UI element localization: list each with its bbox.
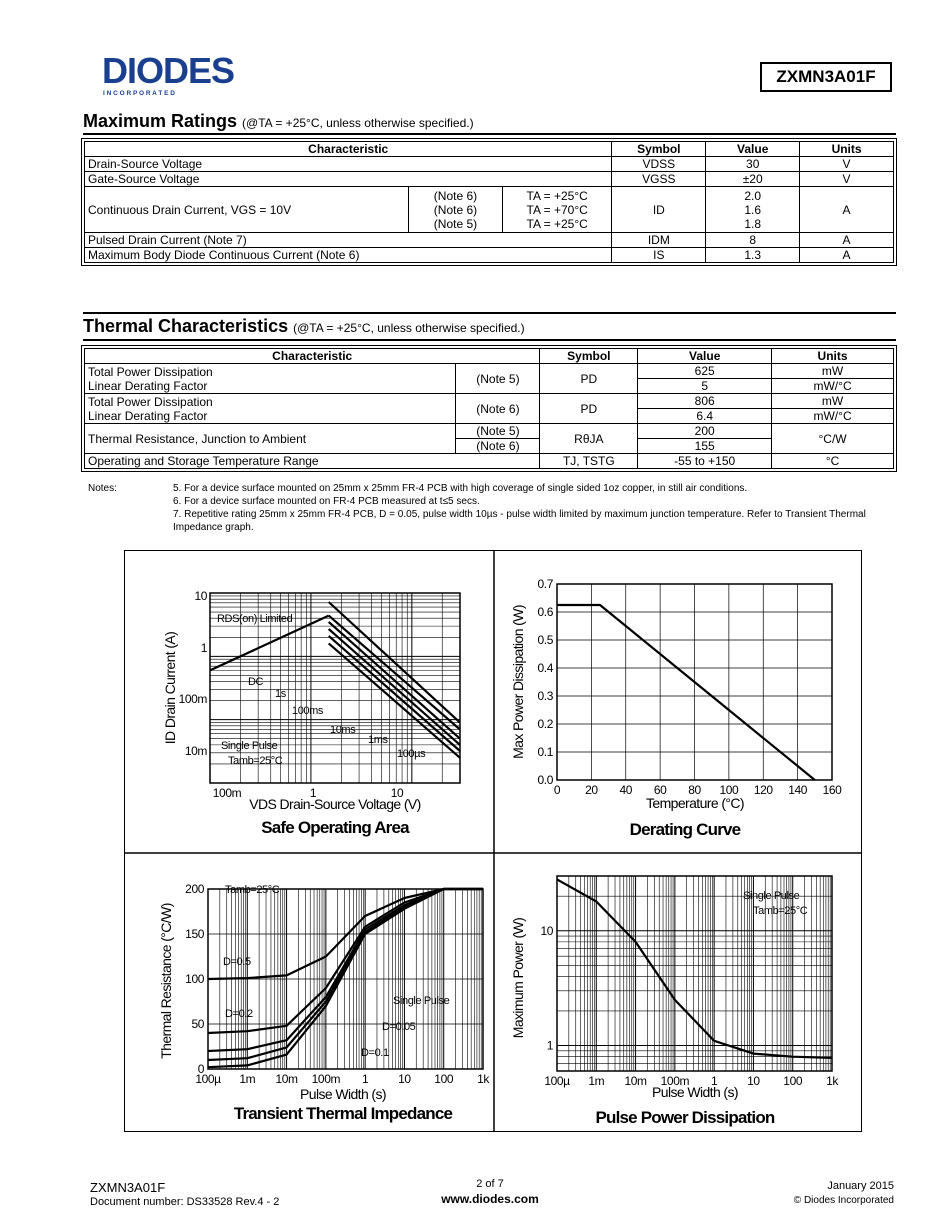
tick-label: 60 (653, 783, 667, 797)
tick-label: 1k (477, 1072, 489, 1086)
char-line: Linear Derating Factor (88, 408, 208, 423)
y-axis-label: ID Drain Current (A) (162, 631, 178, 745)
cell-unit: V (800, 157, 894, 172)
cell-note: (Note 5) (456, 424, 540, 439)
tick-label: 10 (398, 1072, 411, 1086)
table-row (85, 187, 894, 233)
tick-label: 150 (185, 927, 204, 941)
cell-value: 625 (638, 364, 772, 379)
note-item: 5. For a device surface mounted on 25mm x 25mm FR-4 PCB with high coverage of single sided 1oz copper, in still air conditions. (173, 483, 748, 494)
tick-label: 1m (588, 1074, 605, 1088)
notes-body (173, 482, 903, 534)
logo-subtitle: I N C O R P O R A T E D (103, 90, 175, 97)
annotation: D=0.05 (382, 1021, 416, 1033)
tick-label: 1k (826, 1074, 838, 1088)
x-axis-label: Pulse Width (s) (652, 1084, 738, 1100)
table-row (85, 172, 894, 187)
char-line: Total Power Dissipation (88, 394, 213, 409)
tick-label: 160 (822, 783, 842, 797)
cell-value: 200 (638, 424, 772, 439)
annotation: Single Pulse (221, 740, 278, 752)
cell-unit: mW/°C (772, 409, 894, 424)
tick-label: 1 (309, 786, 317, 800)
tick-label: 1 (546, 1038, 553, 1053)
tick-label: 40 (619, 783, 633, 797)
cell-note: (Note 6) (456, 394, 540, 424)
cell-unit: V (800, 172, 894, 187)
cell-note: (Note 5) (456, 364, 540, 394)
chart-title: Transient Thermal Impedance (233, 1104, 453, 1123)
cell-characteristic: Pulsed Drain Current (Note 7) (85, 233, 612, 248)
cell-symbol: PD (540, 394, 638, 424)
annotation: RDS(on) Limited (217, 613, 293, 625)
note-item: 7. Repetitive rating 25mm x 25mm FR-4 PCB, D = 0.05, pulse width 10µs - pulse width limited by maximum junction temperature. Refer to Transient Thermal Impedance graph. (173, 509, 866, 533)
tick-label: 1 (711, 1074, 718, 1088)
annotation: Single Pulse (393, 995, 450, 1007)
cell-symbol: RθJA (540, 424, 638, 454)
tick-label: 0.0 (537, 773, 553, 787)
annotation: 1s (275, 688, 286, 700)
value-line: 2.0 (744, 188, 762, 203)
cell-unit: A (800, 248, 894, 263)
col-header: Symbol (540, 349, 638, 364)
thermal-impedance-chart (158, 882, 490, 1123)
y-axis-label: Thermal Resistance (°C/W) (158, 903, 174, 1059)
col-header: Value (706, 142, 800, 157)
table-row (85, 248, 894, 263)
char-line: Linear Derating Factor (88, 378, 208, 393)
cell-characteristic: Drain-Source Voltage (85, 157, 612, 172)
max-ratings-title: Maximum Ratings (83, 111, 238, 131)
cell-unit: A (800, 233, 894, 248)
max-ratings-table (84, 141, 894, 263)
tick-label: 0.2 (537, 717, 553, 731)
col-header: Units (800, 142, 894, 157)
chart-title: Derating Curve (629, 820, 741, 839)
tick-label: 10 (390, 786, 404, 800)
table-row (85, 233, 894, 248)
x-axis-label: VDS Drain-Source Voltage (V) (249, 796, 421, 812)
cell-value: 155 (638, 439, 772, 454)
tick-label: 0.7 (537, 577, 553, 591)
x-axis-label: Temperature (°C) (646, 795, 744, 811)
annotation: Tamb=25°C (228, 755, 283, 767)
footer-page: 2 of 7 (476, 1178, 504, 1190)
cell-symbol: IDM (612, 233, 706, 248)
chart-title: Safe Operating Area (261, 818, 409, 837)
tick-label: 10m (184, 744, 207, 758)
cell-symbol: PD (540, 364, 638, 394)
tick-label: 120 (753, 783, 773, 797)
tick-label: 100m (660, 1074, 690, 1088)
tick-label: 80 (688, 783, 701, 797)
soa-chart (162, 589, 460, 837)
note-ref: (Note 5) (433, 216, 478, 231)
notes-label: Notes: (88, 483, 117, 494)
annotation: D=0.1 (361, 1047, 389, 1059)
cell-unit: mW (772, 364, 894, 379)
cell-value: 5 (638, 379, 772, 394)
tick-label: 10 (540, 923, 553, 938)
cell-characteristic: Thermal Resistance, Junction to Ambient (85, 424, 456, 454)
tick-label: 100µ (544, 1074, 570, 1088)
cell-symbol: IS (612, 248, 706, 263)
footer-doc: Document number: DS33528 Rev.4 - 2 (90, 1196, 280, 1208)
cell-characteristic (85, 364, 456, 394)
part-number: ZXMN3A01F (776, 67, 876, 86)
tick-label: 0 (553, 783, 561, 797)
col-header: Units (772, 349, 894, 364)
cell-unit: °C/W (772, 424, 894, 454)
note-ref: (Note 6) (433, 202, 478, 217)
tick-label: 100 (783, 1074, 803, 1088)
section-rule (83, 133, 896, 135)
tick-label: 1m (239, 1072, 256, 1086)
col-header: Characteristic (85, 142, 612, 157)
cell-symbol: ID (612, 187, 706, 233)
cell-value: 30 (706, 157, 800, 172)
tick-label: 50 (191, 1017, 204, 1031)
cell-value (706, 187, 800, 233)
cell-characteristic (85, 394, 456, 424)
table-row (85, 394, 894, 409)
tick-label: 100µ (195, 1072, 221, 1086)
thermal-title: Thermal Characteristics (83, 316, 289, 336)
y-axis-label: Maximum Power (W) (510, 917, 526, 1039)
cell-characteristic: Operating and Storage Temperature Range (85, 454, 540, 469)
tick-label: 20 (585, 783, 598, 797)
annotation: D=0.2 (225, 1008, 253, 1020)
cell-value: ±20 (706, 172, 800, 187)
table-row (85, 424, 894, 439)
annotation: 100µs (397, 748, 426, 760)
cell-symbol: TJ, TSTG (540, 454, 638, 469)
cell-value: -55 to +150 (638, 454, 772, 469)
tick-label: 0.1 (537, 745, 553, 759)
annotation: D=0.5 (223, 956, 251, 968)
tick-label: 0 (197, 1062, 204, 1076)
y-axis-label: Max Power Dissipation (W) (510, 605, 526, 759)
cell-value: 8 (706, 233, 800, 248)
cell-unit: mW (772, 394, 894, 409)
tick-label: 100m (212, 786, 242, 800)
derating-chart (510, 577, 842, 839)
temp-condition: TA = +25°C (526, 188, 588, 203)
tick-label: 100 (185, 972, 204, 986)
annotation: Single Pulse (743, 890, 800, 902)
thermal-table (84, 348, 894, 469)
note-ref: (Note 6) (433, 188, 478, 203)
tick-label: 100 (434, 1072, 454, 1086)
thermal-heading (83, 316, 525, 337)
tick-label: 100m (178, 692, 207, 706)
cell-unit: °C (772, 454, 894, 469)
tick-label: 0.3 (537, 689, 553, 703)
table-header-row (85, 142, 894, 157)
tick-label: 100m (311, 1072, 341, 1086)
cell-value: 806 (638, 394, 772, 409)
tick-label: 0.5 (537, 633, 553, 647)
temp-condition: TA = +25°C (526, 216, 588, 231)
chart-title: Pulse Power Dissipation (595, 1108, 775, 1127)
cell-notes (409, 187, 503, 233)
graphs-panel (124, 550, 862, 1132)
annotation: Tamb=25°C (753, 905, 808, 917)
cell-unit: A (800, 187, 894, 233)
annotation: Tamb=25°C (225, 884, 280, 896)
table-row (85, 364, 894, 379)
annotation: DC (248, 676, 264, 688)
cell-value: 1.3 (706, 248, 800, 263)
cell-symbol: VDSS (612, 157, 706, 172)
cell-characteristic: Maximum Body Diode Continuous Current (Note 6) (85, 248, 612, 263)
tick-label: 100 (719, 783, 739, 797)
value-line: 1.8 (744, 216, 762, 231)
col-header: Value (638, 349, 772, 364)
col-header: Characteristic (85, 349, 540, 364)
annotation: 10ms (330, 724, 356, 736)
temp-condition: TA = +70°C (526, 202, 588, 217)
tick-label: 0.6 (537, 605, 553, 619)
table-row (85, 454, 894, 469)
tick-label: 10 (194, 589, 207, 603)
diodes-logo-graphic (100, 52, 270, 100)
tick-label: 1 (200, 641, 207, 655)
tick-label: 1 (362, 1072, 369, 1086)
char-line: Total Power Dissipation (88, 364, 213, 379)
table-row (85, 157, 894, 172)
max-ratings-condition: (@TA = +25°C, unless otherwise specified.) (242, 116, 474, 130)
section-rule (83, 339, 896, 341)
section-rule (83, 312, 896, 314)
tick-label: 140 (788, 783, 808, 797)
col-header: Symbol (612, 142, 706, 157)
max-ratings-heading (83, 111, 474, 132)
thermal-condition: (@TA = +25°C, unless otherwise specified.) (293, 321, 525, 335)
footer-copyright: © Diodes Incorporated (793, 1195, 894, 1206)
footer-part: ZXMN3A01F (90, 1180, 166, 1195)
value-line: 1.6 (744, 202, 762, 217)
logo-wordmark: DIODES (102, 52, 235, 91)
annotation: 1ms (368, 734, 388, 746)
cell-unit: mW/°C (772, 379, 894, 394)
note-item: 6. For a device surface mounted on FR-4 PCB measured at t≤5 secs. (173, 496, 480, 507)
x-axis-label: Pulse Width (s) (300, 1086, 386, 1102)
tick-label: 10 (747, 1074, 760, 1088)
cell-temps (502, 187, 612, 233)
tick-label: 0.4 (537, 661, 553, 675)
cell-characteristic: Continuous Drain Current, VGS = 10V (85, 187, 409, 233)
cell-value: 6.4 (638, 409, 772, 424)
company-logo (100, 52, 270, 100)
tick-label: 10m (275, 1072, 298, 1086)
charts-svg (125, 551, 861, 1131)
tick-label: 200 (185, 882, 204, 896)
table-header-row (85, 349, 894, 364)
pulse-power-chart (510, 876, 839, 1127)
cell-characteristic: Gate-Source Voltage (85, 172, 612, 187)
cell-note: (Note 6) (456, 439, 540, 454)
part-number-box (760, 62, 892, 92)
tick-label: 10m (624, 1074, 647, 1088)
annotation: 100ms (292, 705, 324, 717)
footer-date: January 2015 (827, 1180, 894, 1192)
cell-symbol: VGSS (612, 172, 706, 187)
footer-url[interactable]: www.diodes.com (441, 1192, 539, 1206)
